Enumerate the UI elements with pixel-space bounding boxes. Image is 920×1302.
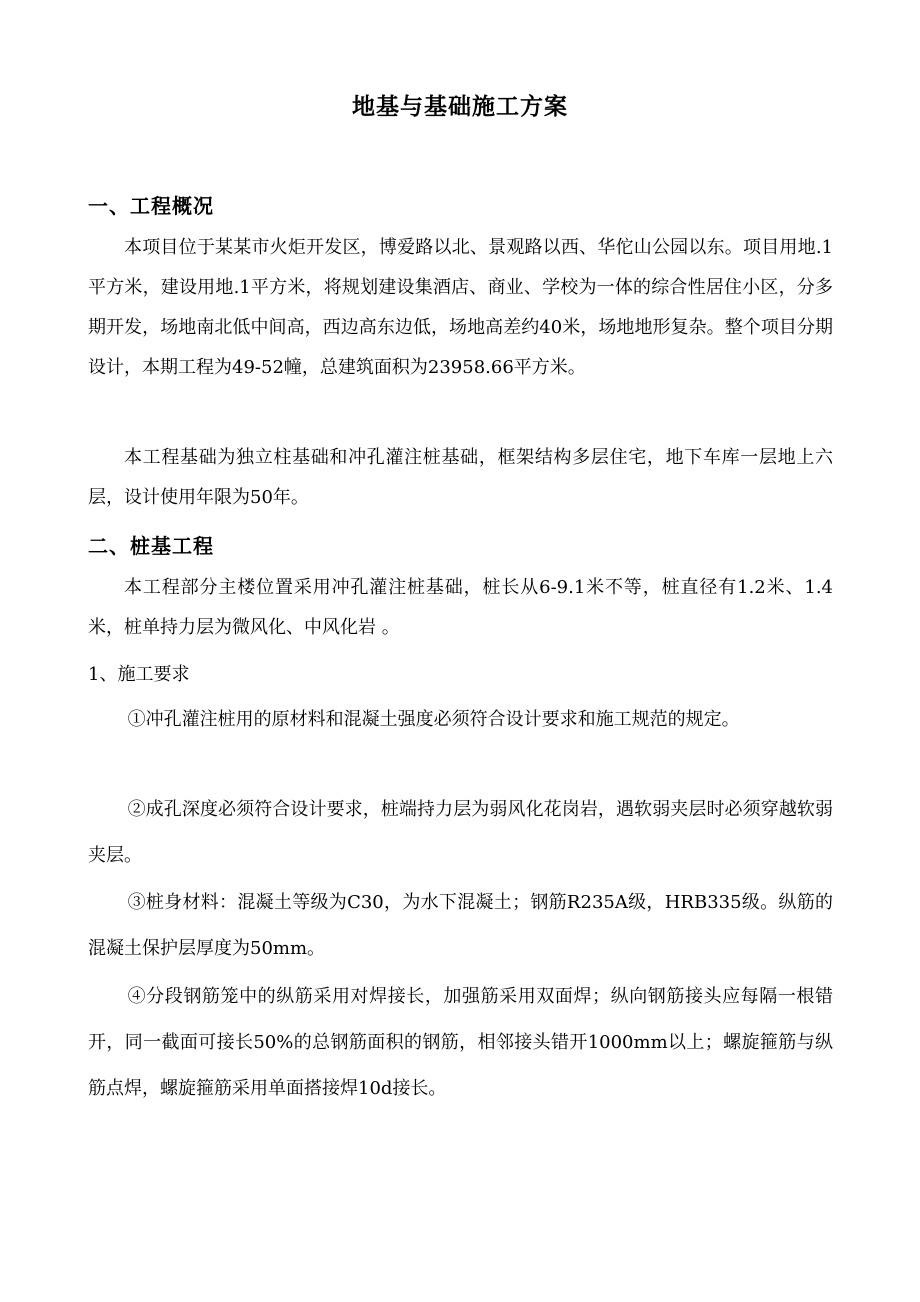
overview-paragraph-2: 本工程基础为独立柱基础和冲孔灌注桩基础，框架结构多层住宅，地下车库一层地上六层，设计使用年限为50年。 bbox=[88, 447, 833, 508]
section-heading-overview: 一、工程概况 bbox=[88, 194, 214, 218]
requirement-item-2: ②成孔深度必须符合设计要求，桩端持力层为弱风化花岗岩，遇软弱夹层时必须穿越软弱夹层。 bbox=[88, 799, 833, 866]
requirement-item-4: ④分段钢筋笼中的纵筋采用对焊接长，加强筋采用双面焊；纵向钢筋接头应每隔一根错开，同一截面可接长50%的总钢筋面积的钢筋，相邻接头错开1000mm以上；螺旋箍筋与纵筋点焊，螺旋箍筋采用单面搭接焊10d接长。 bbox=[88, 986, 833, 1099]
overview-paragraph-1: 本项目位于某某市火炬开发区，博爱路以北、景观路以西、华佗山公园以东。项目用地.1平方米，建设用地.1平方米，将规划建设集酒店、商业、学校为一体的综合性居住小区，分多期开发，场地南北低中间高，西边高东边低，场地高差约40米，场地地形复杂。整个项目分期设计，本期工程为49-52幢，总建筑面积为23958.66平方米。 bbox=[88, 237, 833, 378]
requirement-item-1: ①冲孔灌注桩用的原材料和混凝土强度必须符合设计要求和施工规范的规定。 bbox=[127, 709, 740, 730]
pile-foundation-paragraph: 本工程部分主楼位置采用冲孔灌注桩基础，桩长从6-9.1米不等，桩直径有1.2米、1.4米，桩单持力层为微风化、中风化岩 。 bbox=[88, 577, 833, 638]
document-title: 地基与基础施工方案 bbox=[352, 93, 568, 120]
requirement-item-3: ③桩身材料：混凝土等级为C30，为水下混凝土；钢筋R235A级，HRB335级。纵筋的混凝土保护层厚度为50mm。 bbox=[88, 892, 833, 959]
section-heading-pile-foundation: 二、桩基工程 bbox=[88, 534, 214, 558]
construction-requirements-heading: 1、施工要求 bbox=[88, 664, 190, 685]
